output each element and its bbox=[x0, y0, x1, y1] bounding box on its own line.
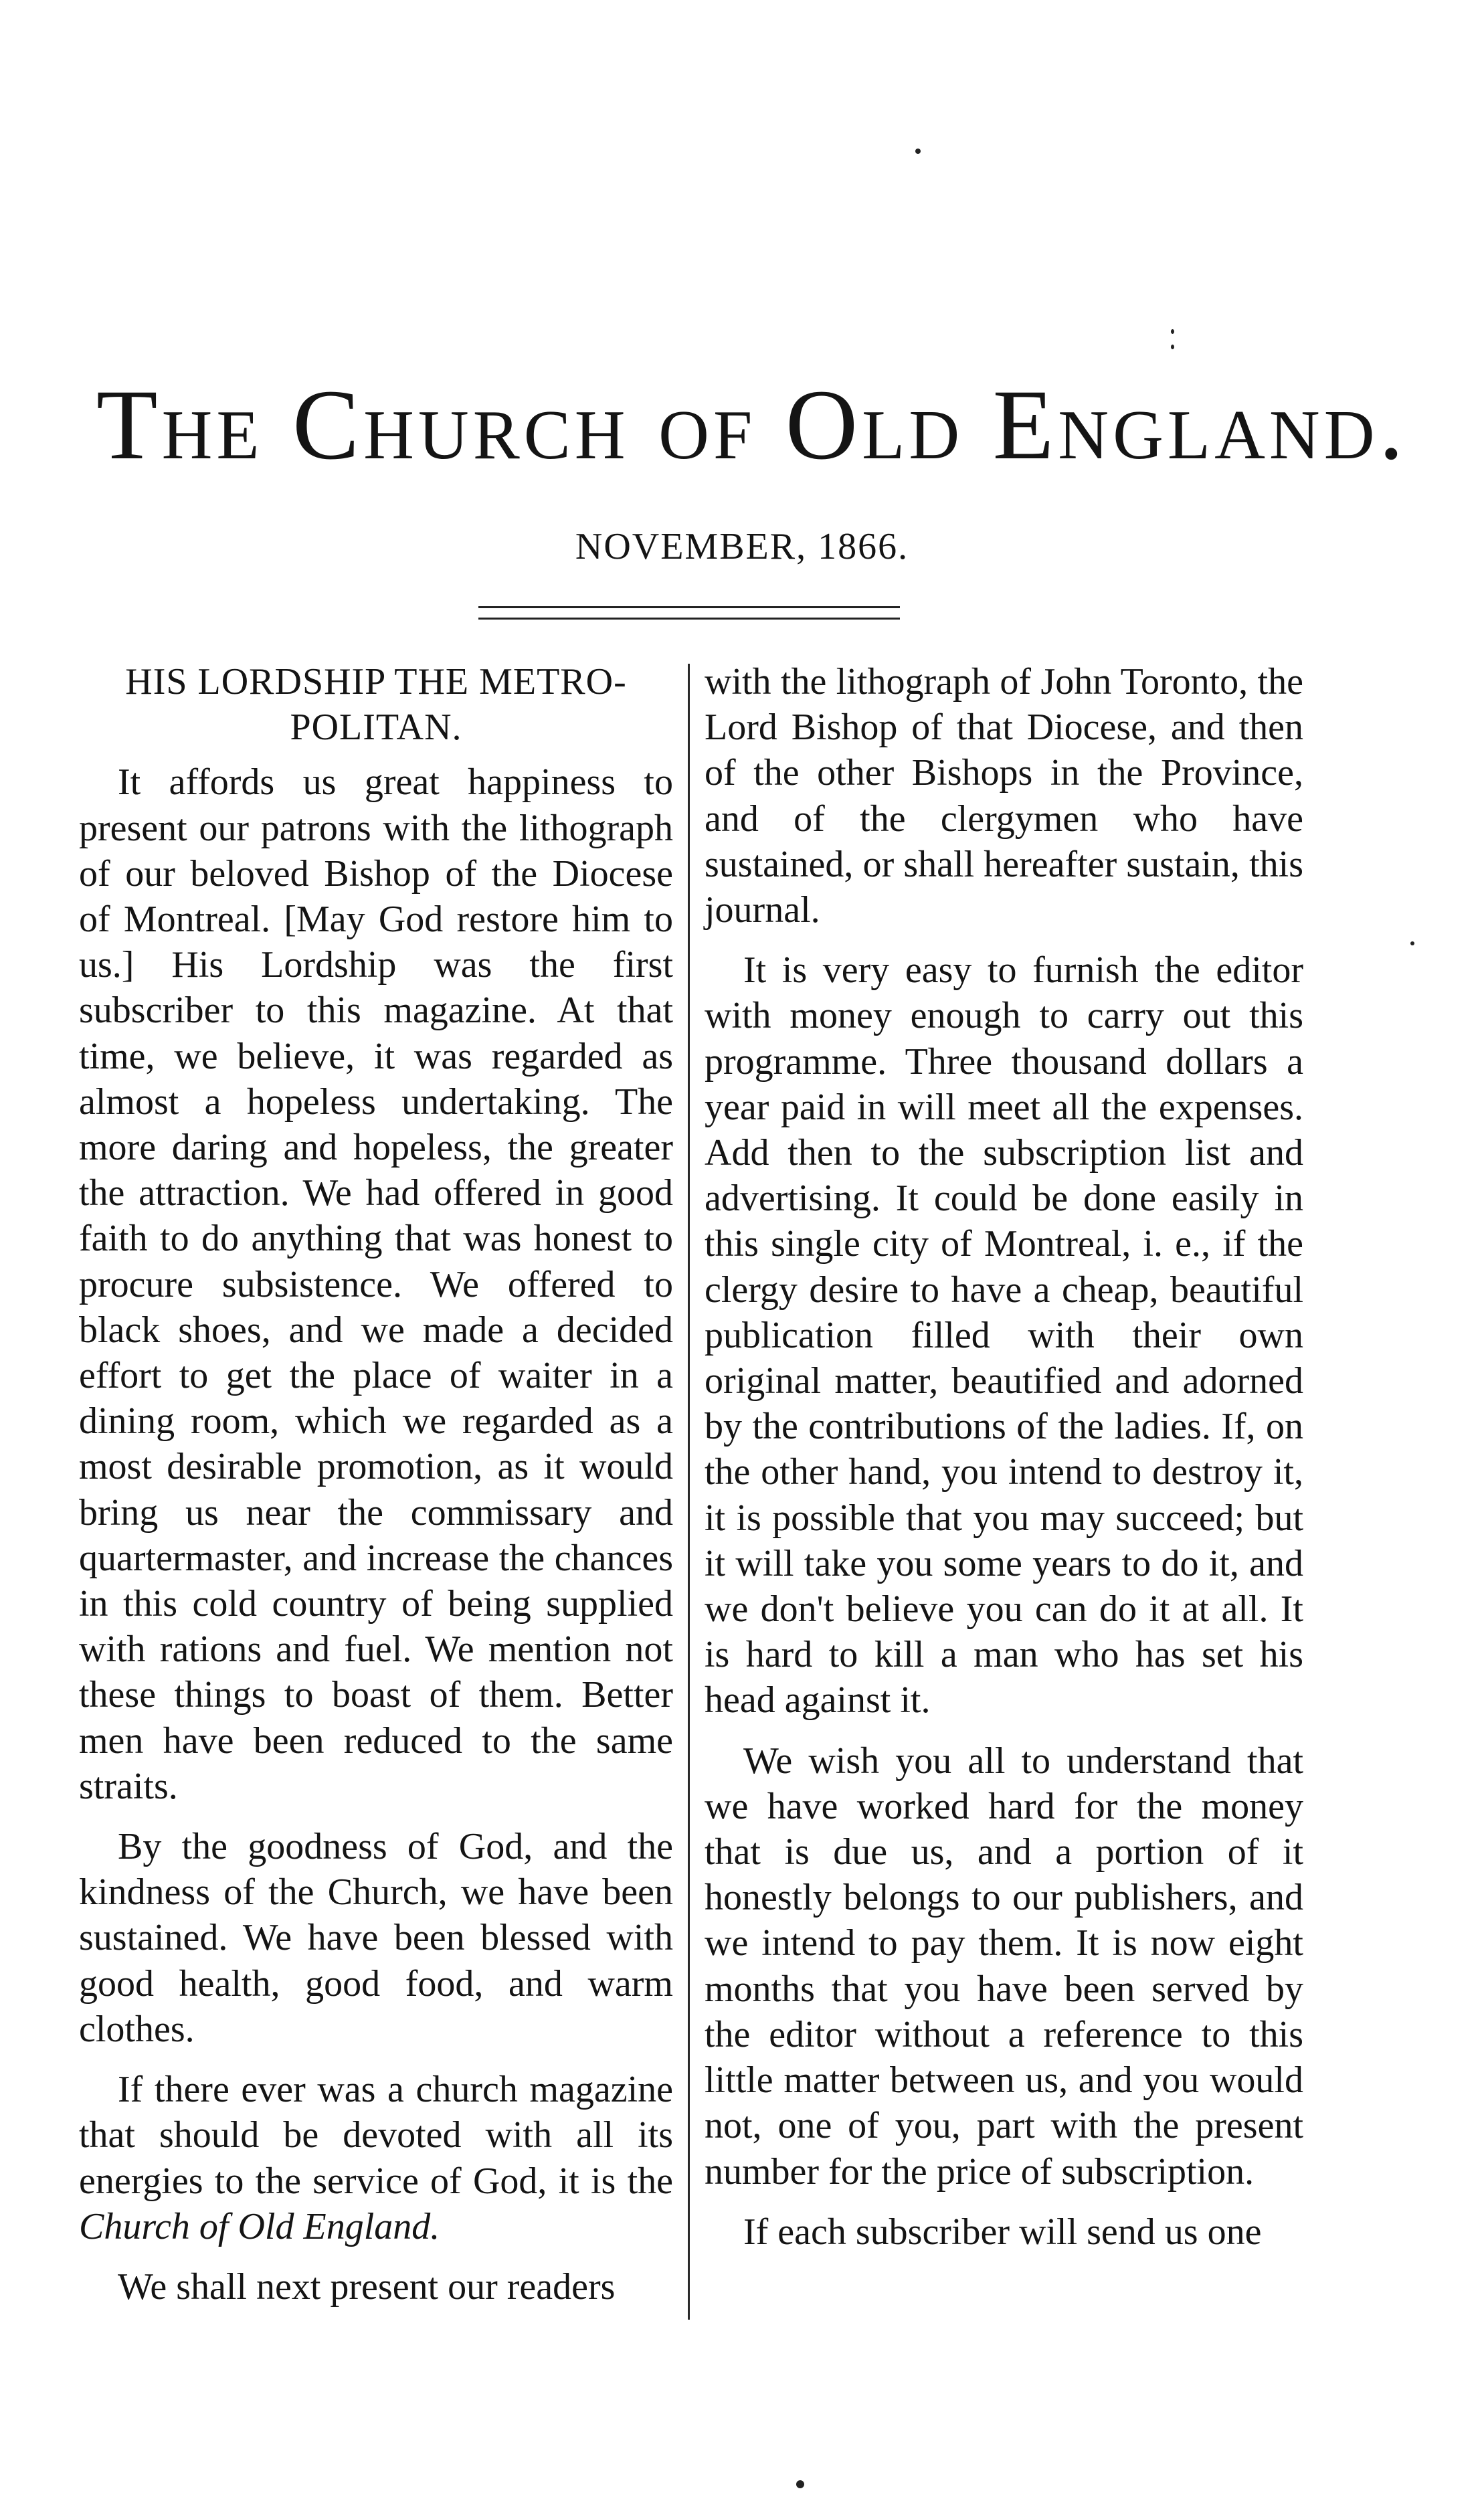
issue-date: NOVEMBER, 1866. bbox=[575, 526, 909, 567]
magazine-title-italic: Church of Old England. bbox=[79, 2205, 440, 2247]
left-paragraph-1: It affords us great happiness to present our patrons with the lithograph of our beloved Bishop of the Diocese of Montreal. [May God restore him to us.] His Lordship was the first subscriber to this magazine. At that time, we believe, it was regarded as almost a hopeless undertaking. The more daring and hopeless, the greater the attraction. We had offered in good faith to do anything that was honest to procure subsistence. We offered to black shoes, and we made a decided effort to get the place of waiter in a dining room, which we regarded as a most desirable promotion, as it would bring us near the commissary and quartermaster, and increase the chances in this cold country of being supplied with rations and fuel. We mention not these things to boast of them. Better men have been reduced to the same straits. bbox=[79, 761, 673, 1807]
left-paragraph-3-text: If there ever was a church magazine that should be devoted with all its energies to the service of God, it is the bbox=[79, 2069, 673, 2202]
ink-speck bbox=[1171, 329, 1174, 334]
article-heading: HIS LORDSHIP THE METRO-POLITAN. bbox=[125, 661, 627, 749]
right-column bbox=[705, 659, 1303, 2255]
right-paragraph-2: It is very easy to furnish the editor with money enough to carry out this programme. Three thousand dollars a year paid in will meet all the expenses. Add then to the subscription list and advertising. It could be done easily in this single city of Montreal, i. e., if the clergy desire to have a cheap, beautiful publication filled with their own original matter, beautified and adorned by the contributions of the ladies. If, on the other hand, you intend to destroy it, it is possible that you may succeed; but it will take you some years to do it, and we don't believe you can do it at all. It is hard to kill a man who has set his head against it. bbox=[705, 949, 1303, 1722]
right-paragraph-1: with the lithograph of John Toronto, the Lord Bishop of that Diocese, and then of the other Bishops in the Province, and of the clergymen who have sustained, or shall hereafter sustain, this journal. bbox=[705, 661, 1303, 931]
ink-speck bbox=[1171, 345, 1174, 349]
left-paragraph-3 bbox=[79, 2067, 673, 2249]
double-rule-divider bbox=[478, 606, 900, 620]
left-paragraph-2: By the goodness of God, and the kindness of the Church, we have been sustained. We have been blessed with good health, good food, and warm clothes. bbox=[79, 1826, 673, 2050]
page-title: The Church of Old England. bbox=[96, 369, 1408, 480]
right-paragraph-3: We wish you all to understand that we have worked hard for the money that is due us, and a portion of it honestly belongs to our publishers, and we intend to pay them. It is now eight months that you have been served by the editor without a reference to this little matter between us, and you would not, one of you, part with the present number for the price of subscription. bbox=[705, 1740, 1303, 2193]
ink-speck bbox=[796, 2480, 804, 2488]
left-column bbox=[79, 659, 673, 2310]
right-paragraph-4: If each subscriber will send us one bbox=[743, 2211, 1262, 2253]
masthead bbox=[0, 369, 1484, 480]
ink-speck bbox=[915, 149, 921, 154]
ink-speck bbox=[1410, 941, 1414, 945]
column-divider bbox=[688, 664, 690, 2320]
left-paragraph-4: We shall next present our readers bbox=[118, 2265, 616, 2308]
